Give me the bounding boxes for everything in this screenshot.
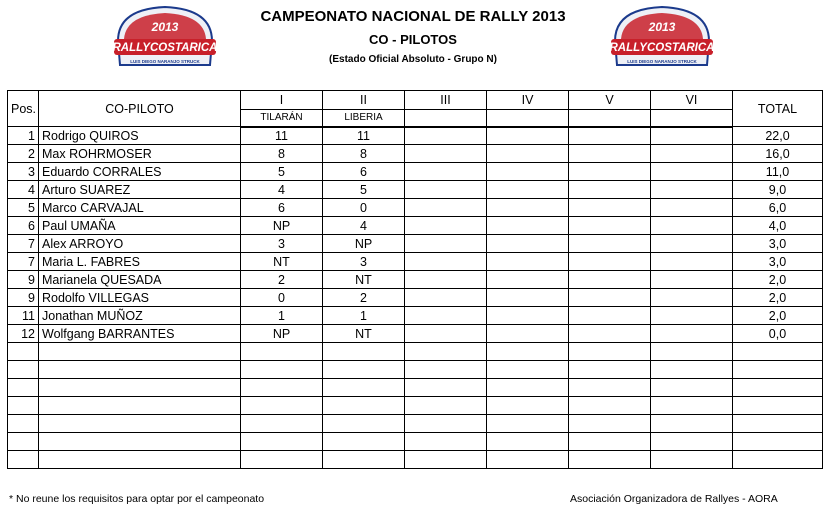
cell-round-5 <box>569 145 651 163</box>
table-row-empty <box>8 451 823 469</box>
cell-round-1: 8 <box>241 145 323 163</box>
header-name: CO-PILOTO <box>39 91 241 127</box>
cell-round-2: 8 <box>323 145 405 163</box>
empty-cell <box>39 415 241 433</box>
empty-cell <box>487 433 569 451</box>
header-round: I <box>241 91 323 110</box>
cell-name: Max ROHRMOSER <box>39 145 241 163</box>
header-round: IV <box>487 91 569 110</box>
cell-round-4 <box>487 325 569 343</box>
cell-round-1: 6 <box>241 199 323 217</box>
cell-round-4 <box>487 127 569 145</box>
cell-round-2: 2 <box>323 289 405 307</box>
cell-round-1: 2 <box>241 271 323 289</box>
cell-name: Arturo SUAREZ <box>39 181 241 199</box>
cell-round-5 <box>569 235 651 253</box>
cell-round-6 <box>651 127 733 145</box>
header-round: III <box>405 91 487 110</box>
cell-round-3 <box>405 253 487 271</box>
cell-pos: 12 <box>8 325 39 343</box>
cell-round-1: 0 <box>241 289 323 307</box>
empty-cell <box>733 451 823 469</box>
empty-cell <box>8 361 39 379</box>
empty-cell <box>733 433 823 451</box>
cell-name: Rodolfo VILLEGAS <box>39 289 241 307</box>
cell-round-3 <box>405 289 487 307</box>
cell-name: Alex ARROYO <box>39 235 241 253</box>
header-place <box>569 110 651 127</box>
table-row-empty <box>8 397 823 415</box>
cell-pos: 9 <box>8 271 39 289</box>
cell-pos: 9 <box>8 289 39 307</box>
empty-cell <box>487 343 569 361</box>
empty-cell <box>569 415 651 433</box>
empty-cell <box>39 361 241 379</box>
cell-round-3 <box>405 127 487 145</box>
cell-round-4 <box>487 217 569 235</box>
cell-round-1: NT <box>241 253 323 271</box>
header-total: TOTAL <box>733 91 823 127</box>
table-row <box>8 145 823 163</box>
cell-round-3 <box>405 163 487 181</box>
logo-year: 2013 <box>648 20 676 34</box>
logo-sub: LUIS DIEGO NARANJO STRUCK <box>627 59 697 64</box>
cell-pos: 7 <box>8 235 39 253</box>
page-subtitle: CO - PILOTOS <box>369 32 457 47</box>
empty-cell <box>733 343 823 361</box>
empty-cell <box>241 433 323 451</box>
empty-cell <box>569 379 651 397</box>
empty-cell <box>39 343 241 361</box>
table-row <box>8 271 823 289</box>
table-row <box>8 289 823 307</box>
empty-cell <box>569 397 651 415</box>
empty-cell <box>651 379 733 397</box>
cell-name: Rodrigo QUIROS <box>39 127 241 145</box>
empty-cell <box>323 379 405 397</box>
table-row <box>8 199 823 217</box>
cell-round-4 <box>487 181 569 199</box>
header-place <box>651 110 733 127</box>
cell-name: Jonathan MUÑOZ <box>39 307 241 325</box>
empty-cell <box>487 397 569 415</box>
cell-round-2: 4 <box>323 217 405 235</box>
cell-round-5 <box>569 325 651 343</box>
cell-pos: 3 <box>8 163 39 181</box>
footer-org: Asociación Organizadora de Rallyes - AORA <box>570 493 778 505</box>
empty-cell <box>651 397 733 415</box>
header-place: LIBERIA <box>323 110 405 127</box>
cell-round-2: NT <box>323 325 405 343</box>
cell-round-5 <box>569 289 651 307</box>
empty-cell <box>323 451 405 469</box>
empty-cell <box>733 397 823 415</box>
cell-total: 2,0 <box>733 289 823 307</box>
status-note: (Estado Oficial Absoluto - Grupo N) <box>329 54 497 65</box>
cell-pos: 4 <box>8 181 39 199</box>
cell-round-6 <box>651 235 733 253</box>
cell-round-4 <box>487 199 569 217</box>
cell-round-1: 1 <box>241 307 323 325</box>
cell-round-6 <box>651 163 733 181</box>
cell-total: 22,0 <box>733 127 823 145</box>
cell-round-5 <box>569 271 651 289</box>
cell-round-6 <box>651 307 733 325</box>
empty-cell <box>651 343 733 361</box>
empty-cell <box>323 397 405 415</box>
empty-cell <box>405 451 487 469</box>
cell-round-6 <box>651 289 733 307</box>
empty-cell <box>651 415 733 433</box>
empty-cell <box>487 415 569 433</box>
cell-round-3 <box>405 199 487 217</box>
cell-pos: 11 <box>8 307 39 325</box>
empty-cell <box>405 415 487 433</box>
cell-name: Marco CARVAJAL <box>39 199 241 217</box>
cell-round-1: NP <box>241 325 323 343</box>
cell-name: Wolfgang BARRANTES <box>39 325 241 343</box>
empty-cell <box>241 415 323 433</box>
cell-round-3 <box>405 217 487 235</box>
empty-cell <box>8 343 39 361</box>
cell-round-2: 5 <box>323 181 405 199</box>
cell-total: 3,0 <box>733 235 823 253</box>
cell-round-3 <box>405 145 487 163</box>
cell-round-2: 3 <box>323 253 405 271</box>
empty-cell <box>323 361 405 379</box>
empty-cell <box>8 379 39 397</box>
cell-round-4 <box>487 289 569 307</box>
cell-round-4 <box>487 163 569 181</box>
empty-cell <box>241 397 323 415</box>
cell-total: 0,0 <box>733 325 823 343</box>
logo-sub: LUIS DIEGO NARANJO STRUCK <box>130 59 200 64</box>
empty-cell <box>241 379 323 397</box>
empty-cell <box>8 397 39 415</box>
empty-cell <box>323 415 405 433</box>
cell-total: 4,0 <box>733 217 823 235</box>
header-round: VI <box>651 91 733 110</box>
cell-name: Maria L. FABRES <box>39 253 241 271</box>
cell-round-6 <box>651 217 733 235</box>
cell-total: 2,0 <box>733 307 823 325</box>
cell-round-2: NP <box>323 235 405 253</box>
cell-total: 16,0 <box>733 145 823 163</box>
header-place: TILARÁN <box>241 110 323 127</box>
empty-cell <box>405 343 487 361</box>
cell-round-6 <box>651 145 733 163</box>
table-row <box>8 163 823 181</box>
empty-cell <box>569 361 651 379</box>
empty-cell <box>487 379 569 397</box>
cell-round-6 <box>651 325 733 343</box>
empty-cell <box>733 415 823 433</box>
empty-cell <box>651 451 733 469</box>
empty-cell <box>487 361 569 379</box>
table-row-empty <box>8 433 823 451</box>
empty-cell <box>651 361 733 379</box>
table-row-empty <box>8 379 823 397</box>
table-row <box>8 127 823 145</box>
cell-total: 9,0 <box>733 181 823 199</box>
table-row <box>8 235 823 253</box>
cell-round-1: 5 <box>241 163 323 181</box>
empty-cell <box>39 397 241 415</box>
table-row <box>8 325 823 343</box>
empty-cell <box>39 379 241 397</box>
cell-round-6 <box>651 199 733 217</box>
cell-pos: 7 <box>8 253 39 271</box>
empty-cell <box>323 433 405 451</box>
cell-name: Eduardo CORRALES <box>39 163 241 181</box>
cell-round-5 <box>569 253 651 271</box>
empty-cell <box>241 343 323 361</box>
cell-pos: 6 <box>8 217 39 235</box>
cell-round-1: 11 <box>241 127 323 145</box>
empty-cell <box>39 433 241 451</box>
header-pos: Pos. <box>8 91 39 127</box>
logo-brand: RALLYCOSTARICA <box>609 42 715 54</box>
header-round: V <box>569 91 651 110</box>
cell-round-5 <box>569 199 651 217</box>
cell-round-4 <box>487 307 569 325</box>
header-place <box>487 110 569 127</box>
empty-cell <box>569 451 651 469</box>
table-row <box>8 307 823 325</box>
cell-round-1: NP <box>241 217 323 235</box>
empty-cell <box>39 451 241 469</box>
empty-cell <box>733 361 823 379</box>
empty-cell <box>569 433 651 451</box>
footer-note: * No reune los requisitos para optar por el campeonato <box>9 493 265 505</box>
cell-round-2: 11 <box>323 127 405 145</box>
cell-round-3 <box>405 181 487 199</box>
empty-cell <box>323 343 405 361</box>
cell-total: 3,0 <box>733 253 823 271</box>
cell-round-3 <box>405 325 487 343</box>
cell-pos: 5 <box>8 199 39 217</box>
cell-round-6 <box>651 271 733 289</box>
empty-cell <box>241 361 323 379</box>
cell-round-4 <box>487 253 569 271</box>
header-round: II <box>323 91 405 110</box>
cell-pos: 1 <box>8 127 39 145</box>
table-row-empty <box>8 415 823 433</box>
cell-round-2: 6 <box>323 163 405 181</box>
cell-round-5 <box>569 307 651 325</box>
cell-total: 6,0 <box>733 199 823 217</box>
empty-cell <box>569 343 651 361</box>
cell-round-6 <box>651 253 733 271</box>
cell-total: 2,0 <box>733 271 823 289</box>
cell-round-2: NT <box>323 271 405 289</box>
empty-cell <box>405 433 487 451</box>
empty-cell <box>8 433 39 451</box>
table-row-empty <box>8 343 823 361</box>
logo-year: 2013 <box>151 20 179 34</box>
cell-round-3 <box>405 307 487 325</box>
cell-round-5 <box>569 127 651 145</box>
cell-round-1: 4 <box>241 181 323 199</box>
empty-cell <box>8 415 39 433</box>
cell-round-6 <box>651 181 733 199</box>
cell-name: Paul UMAÑA <box>39 217 241 235</box>
empty-cell <box>651 433 733 451</box>
cell-total: 11,0 <box>733 163 823 181</box>
cell-round-5 <box>569 181 651 199</box>
cell-round-1: 3 <box>241 235 323 253</box>
cell-round-5 <box>569 217 651 235</box>
cell-pos: 2 <box>8 145 39 163</box>
table-row <box>8 217 823 235</box>
logo-brand: RALLYCOSTARICA <box>112 42 218 54</box>
empty-cell <box>8 451 39 469</box>
cell-round-2: 0 <box>323 199 405 217</box>
cell-round-4 <box>487 145 569 163</box>
empty-cell <box>405 397 487 415</box>
standings-table <box>7 90 823 469</box>
cell-round-3 <box>405 271 487 289</box>
cell-round-3 <box>405 235 487 253</box>
empty-cell <box>405 361 487 379</box>
cell-round-4 <box>487 271 569 289</box>
table-row <box>8 253 823 271</box>
empty-cell <box>241 451 323 469</box>
cell-round-5 <box>569 163 651 181</box>
page-title: CAMPEONATO NACIONAL DE RALLY 2013 <box>260 8 566 25</box>
empty-cell <box>733 379 823 397</box>
empty-cell <box>405 379 487 397</box>
table-row <box>8 181 823 199</box>
header-place <box>405 110 487 127</box>
cell-round-4 <box>487 235 569 253</box>
empty-cell <box>487 451 569 469</box>
table-row-empty <box>8 361 823 379</box>
cell-name: Marianela QUESADA <box>39 271 241 289</box>
cell-round-2: 1 <box>323 307 405 325</box>
